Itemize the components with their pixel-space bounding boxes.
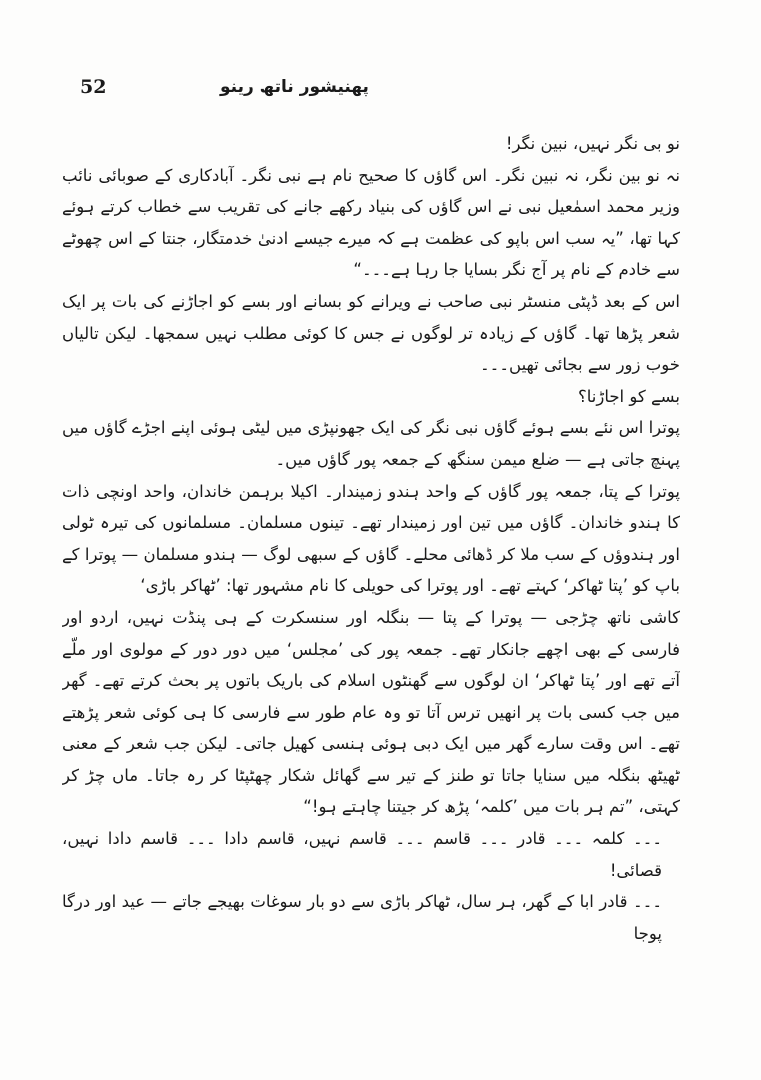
page-body xyxy=(62,128,680,1058)
paragraph-question: بسے کو اجاڑنا؟ xyxy=(577,386,680,406)
paragraph-putra-father: پوترا کے پتا، جمعہ پور گاؤں کے واحد ہندو زمیندار۔ اکیلا برہمن خاندان، واحد اونچی ذات کا ہندو خاندان۔ گاؤں میں تین اور زمیندار تھے۔ تینوں مسلمان۔ مسلمانوں کی تیرہ ٹولی اور ہندوؤں کے سب ملا کر ڈھائی محلے۔ گاؤں کے سبھی لوگ — ہندو مسلمان — پوترا کے باپ کو ’پتا ٹھاکر‘ کہتے تھے۔ اور پوترا کی حویلی کا نام مشہور تھا: ’ٹھاکر باڑی‘ xyxy=(62,481,680,596)
paragraph-kashinath: کاشی ناتھ چڑجی — پوترا کے پتا — بنگلہ اور سنسکرت کے ہی پنڈت نہیں، اردو اور فارسی کے بھی اچھے جانکار تھے۔ جمعہ پور کی ’مجلس‘ میں دور دور کے مولوی اور ملّے آتے تھے اور ’پتا ٹھاکر‘ ان لوگوں سے گھنٹوں اسلام کی باریک باتوں پر بحث کرتے تھے۔ گھر میں جب کسی بات پر انھیں ترس آتا تو وہ عام طور سے فارسی کا ہی کوئی شعر پڑھتے تھے۔ اس وقت سارے گھر میں ایک دبی ہوئی ہنسی کھیل جاتی۔ لیکن جب شعر کے معنی ٹھیٹھ بنگلہ میں سنایا جاتا تو طنز کے تیر سے گھائل شکار چھٹپٹا کر رہ جاتا۔ ماں چڑ کر کہتی، ”تم ہر بات میں ’کلمہ‘ پڑھ کر جیتنا چاہتے ہو!“ xyxy=(62,607,680,817)
running-title: پھنیشور ناتھ رینو xyxy=(220,77,369,97)
paragraph-kalma: ۔۔۔ کلمہ ۔۔۔ قادر ۔۔۔ قاسم ۔۔۔ قاسم نہیں، قاسم دادا ۔۔۔ قاسم دادا نہیں، قصائی! xyxy=(62,829,662,880)
paragraph-village-name: نہ نو بین نگر، نہ نبین نگر۔ اس گاؤں کا صحیح نام ہے نبی نگر۔ آبادکاری کے صوبائی نائب وزیر محمد اسمٰعیل نبی نے اس گاؤں کی بنیاد رکھے جانے کی تقریب سے خطاب کرتے ہوئے کہا تھا، ”یہ سب اس باپو کی عظمت ہے کہ میرے جیسے ادنیٰ خدمتگار، جنتا کے اس چھوٹے سے خادم کے نام پر آج نگر بسایا جا رہا ہے۔۔۔“ xyxy=(62,165,680,280)
section-heading: نو بی نگر نہیں، نبین نگر! xyxy=(505,134,680,153)
page-header xyxy=(80,72,673,104)
page-number: 52 xyxy=(80,76,107,98)
paragraph-putra-village: پوترا اس نئے بسے ہوئے گاؤں نبی نگر کی ایک جھونپڑی میں لیٹی ہوئی اپنے اجڑے گاؤں میں پہنچ جاتی ہے — ضلع میمن سنگھ کے جمعہ پور گاؤں میں۔ xyxy=(62,418,680,469)
paragraph-deputy-minister: اس کے بعد ڈپٹی منسٹر نبی صاحب نے ویرانے کو بسانے اور بسے کو اجاڑنے کی بات پر ایک شعر پڑھا تھا۔ گاؤں کے زیادہ تر لوگوں نے جس کا کوئی مطلب نہیں سمجھا۔ لیکن تالیاں خوب زور سے بجائی تھیں۔۔۔ xyxy=(62,291,680,375)
paragraph-qadir: ۔۔۔ قادر ابا کے گھر، ہر سال، ٹھاکر باڑی سے دو بار سوغات بھیجے جاتے — عید اور درگا پوجا xyxy=(62,892,662,943)
